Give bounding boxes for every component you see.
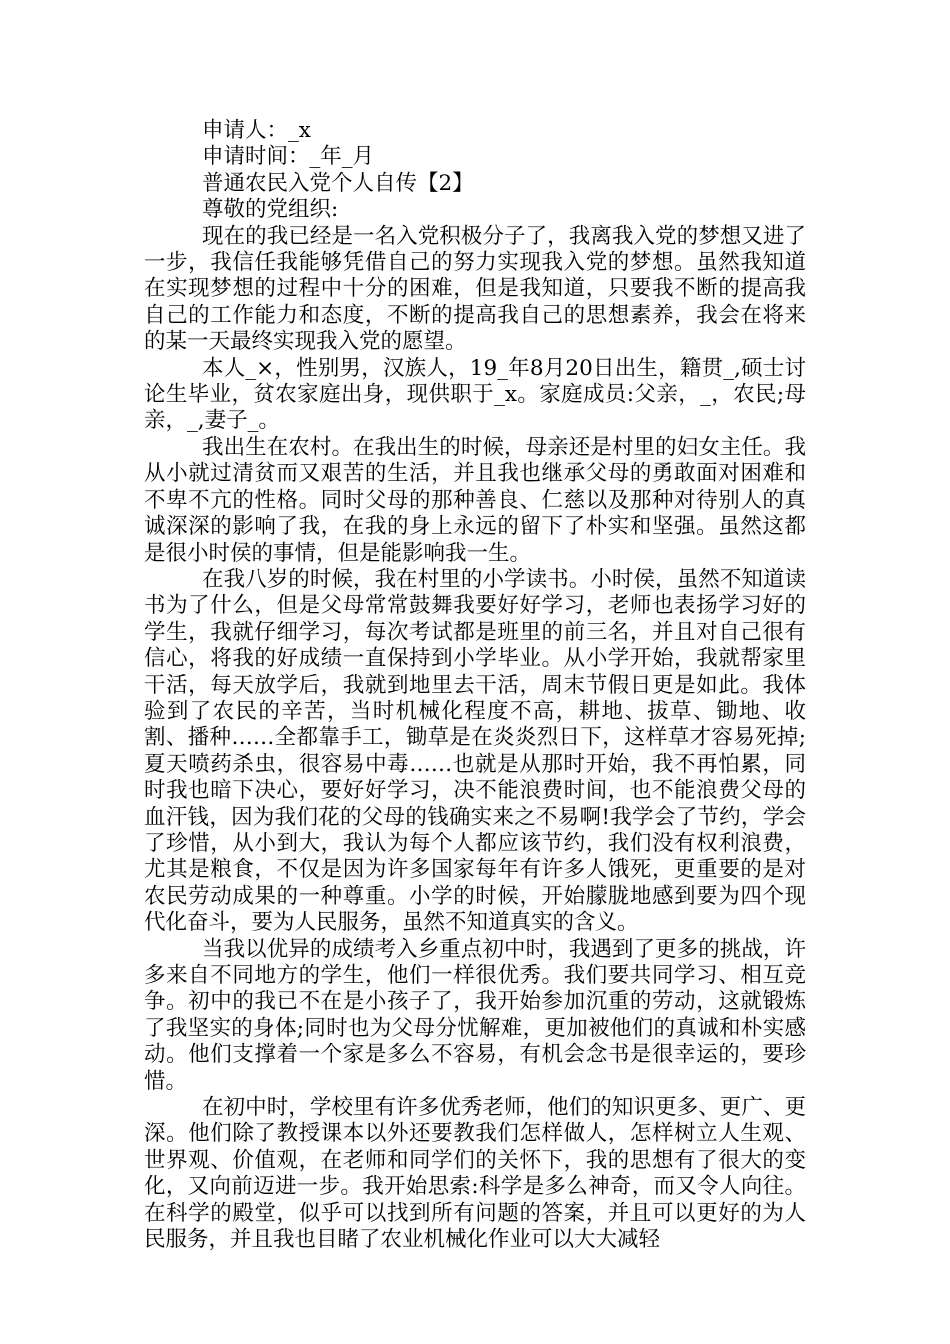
document-title: 普通农民入党个人自传【2】: [202, 170, 474, 196]
application-date-line: 申请时间：_年_月: [202, 144, 375, 170]
paragraph-5: 当我以优异的成绩考入乡重点初中时，我遇到了更多的挑战，许多来自不同地方的学生，他们一样很优秀。我们要共同学习、相互竞争。初中的我已不在是小孩子了，我开始参加沉重的劳动，这就锻炼了我坚实的身体;同时也为父母分忧解难，更加被他们的真诚和朴实感动。他们支撑着一个家是多么不容易，有机会念书是很幸运的，要珍惜。: [144, 936, 806, 1094]
paragraph-1: 现在的我已经是一名入党积极分子了，我离我入党的梦想又进了一步，我信任我能够凭借自己的努力实现我入党的梦想。虽然我知道在实现梦想的过程中十分的困难，但是我知道，只要我不断的提高我自己的工作能力和态度，不断的提高我自己的思想素养，我会在将来的某一天最终实现我入党的愿望。: [144, 223, 806, 355]
salutation: 尊敬的党组织:: [202, 197, 339, 223]
paragraph-2: 本人_×，性别男，汉族人，19_年8月20日出生，籍贯_,硕士讨论生毕业，贫农家庭出身，现供职于_x。家庭成员:父亲，_，农民;母亲，_,妻子_。: [144, 355, 806, 434]
paragraph-6: 在初中时，学校里有许多优秀老师，他们的知识更多、更广、更深。他们除了教授课本以外还要教我们怎样做人，怎样树立人生观、世界观、价值观，在老师和同学们的关怀下，我的思想有了很大的变化，又向前迈进一步。我开始思索:科学是多么神奇，而又令人向往。在科学的殿堂，似乎可以找到所有问题的答案，并且可以更好的为人民服务，并且我也目睹了农业机械化作业可以大大减轻: [144, 1095, 806, 1253]
document-body: [144, 118, 806, 1253]
paragraph-4: 在我八岁的时候，我在村里的小学读书。小时侯，虽然不知道读书为了什么，但是父母常常鼓舞我要好好学习，老师也表扬学习好的学生，我就仔细学习，每次考试都是班里的前三名，并且对自己很有信心，将我的好成绩一直保持到小学毕业。从小学开始，我就帮家里干活，每天放学后，我就到地里去干活，周末节假日更是如此。我体验到了农民的辛苦，当时机械化程度不高，耕地、拔草、锄地、收割、播种……全都靠手工，锄草是在炎炎烈日下，这样草才容易死掉;夏天喷药杀虫，很容易中毒……也就是从那时开始，我不再怕累，同时我也暗下决心，要好好学习，决不能浪费时间，也不能浪费父母的血汗钱，因为我们花的父母的钱确实来之不易啊!我学会了节约，学会了珍惜，从小到大，我认为每个人都应该节约，我们没有权利浪费，尤其是粮食，不仅是因为许多国家每年有许多人饿死，更重要的是对农民劳动成果的一种尊重。小学的时候，开始朦胧地感到要为四个现代化奋斗，要为人民服务，虽然不知道真实的含义。: [144, 566, 806, 936]
applicant-line: 申请人：_x: [202, 118, 311, 143]
paragraph-3: 我出生在农村。在我出生的时候，母亲还是村里的妇女主任。我从小就过清贫而又艰苦的生活，并且我也继承父母的勇敢面对困难和不卑不亢的性格。同时父母的那种善良、仁慈以及那种对待别人的真诚深深的影响了我，在我的身上永远的留下了朴实和坚强。虽然这都是很小时侯的事情，但是能影响我一生。: [144, 434, 806, 566]
